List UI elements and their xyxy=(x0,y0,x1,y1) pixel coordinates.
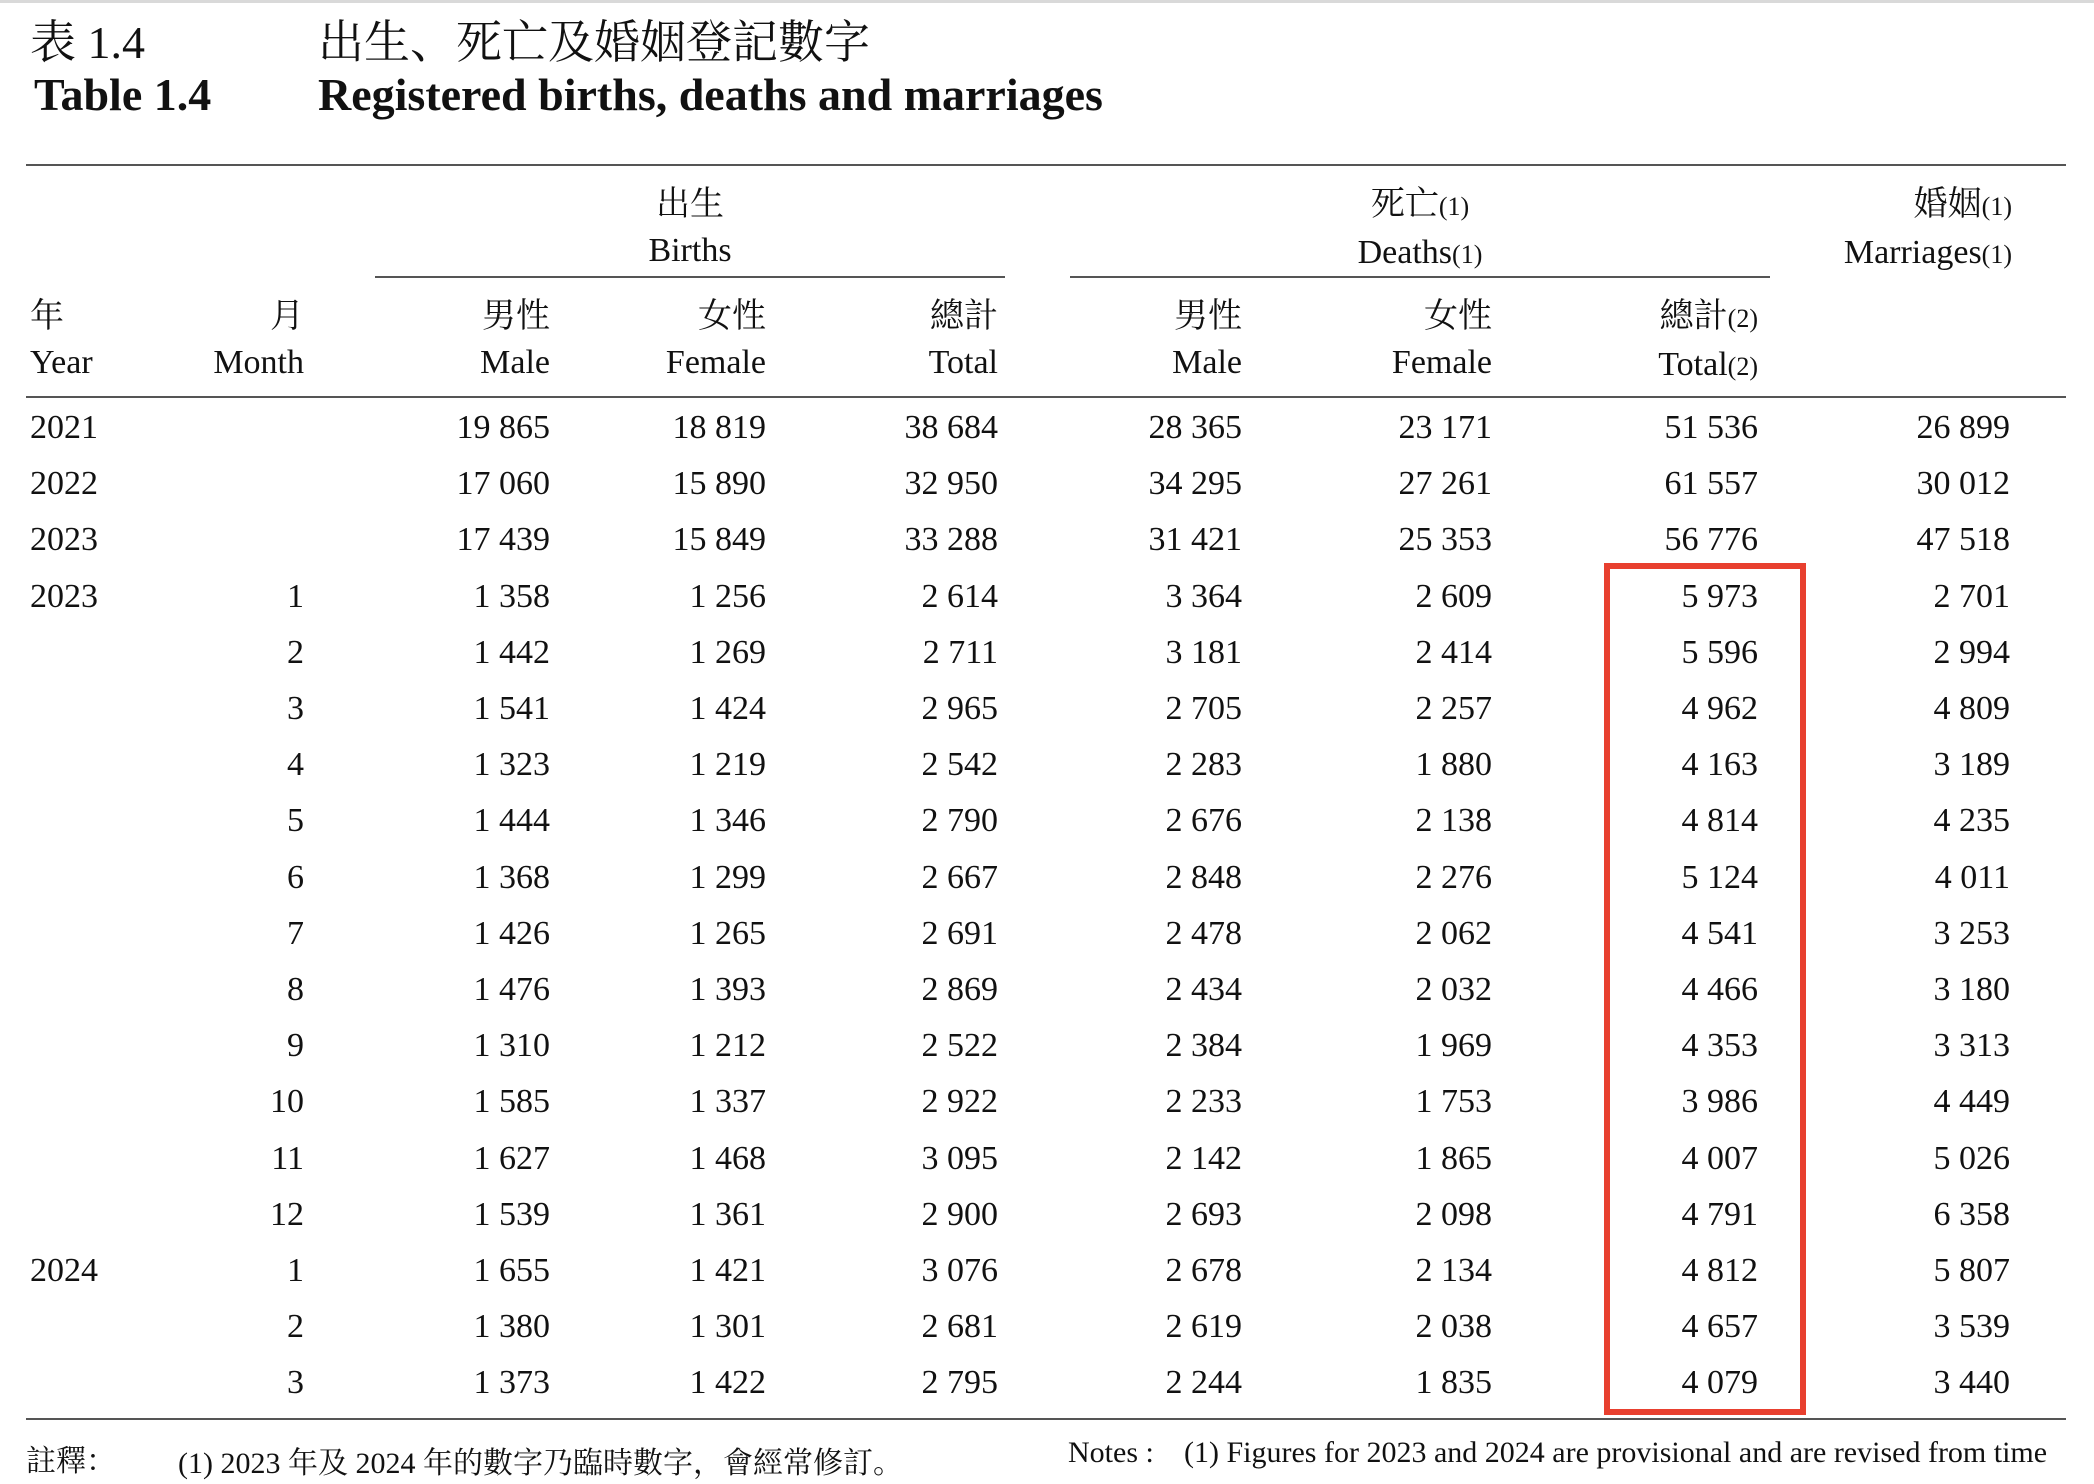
cell-births-male: 1 476 xyxy=(473,971,550,1008)
cell-marriages: 5 026 xyxy=(1933,1139,2010,1177)
cell-marriages: 6 358 xyxy=(1933,1195,2010,1233)
cell-marriages: 2 994 xyxy=(1933,633,2010,671)
cell-births-male: 1 585 xyxy=(473,1083,550,1121)
header-bottom-rule xyxy=(26,396,2066,398)
cell-births-male: 1 373 xyxy=(473,1364,550,1402)
cell-deaths-total: 4 962 xyxy=(1681,690,1758,727)
cell-deaths-male: 2 705 xyxy=(1165,690,1242,727)
cell-deaths-female: 1 880 xyxy=(1415,746,1492,784)
marriages-zh-note: (1) xyxy=(1981,192,2012,221)
cell-births-male: 1 358 xyxy=(473,577,550,615)
cell-marriages: 3 253 xyxy=(1933,914,2010,952)
cell-deaths-male: 2 478 xyxy=(1165,914,1242,952)
cell-deaths-male: 2 678 xyxy=(1165,1252,1242,1289)
cell-births-female: 1 299 xyxy=(689,858,766,896)
cell-births-female: 1 269 xyxy=(689,633,766,671)
cell-births-female: 15 890 xyxy=(672,465,766,503)
cell-month: 7 xyxy=(287,914,304,952)
deaths-underline xyxy=(1070,276,1770,278)
cell-marriages: 3 189 xyxy=(1933,746,2010,784)
cell-deaths-male: 2 233 xyxy=(1165,1083,1242,1121)
notes-en-label: Notes : xyxy=(1068,1436,1154,1469)
cell-deaths-female: 1 865 xyxy=(1415,1139,1492,1177)
cell-deaths-total: 5 596 xyxy=(1681,633,1758,671)
cell-births-male: 1 323 xyxy=(473,746,550,784)
title-zh-text: 出生、死亡及婚姻登記數字 xyxy=(318,17,870,68)
col-births-total-zh: 總計 xyxy=(930,298,998,335)
col-births-total-header xyxy=(800,294,998,386)
col-deaths-total-zh-note: (2) xyxy=(1727,304,1758,333)
col-deaths-male-zh: 男性 xyxy=(1174,298,1242,335)
cell-marriages: 47 518 xyxy=(1916,521,2010,559)
col-month-en: Month xyxy=(213,344,304,381)
cell-births-female: 1 219 xyxy=(689,746,766,784)
cell-marriages: 26 899 xyxy=(1916,409,2010,446)
col-births-male-header xyxy=(380,294,550,386)
cell-births-female: 1 256 xyxy=(689,577,766,615)
col-deaths-female-zh: 女性 xyxy=(1424,298,1492,335)
cell-marriages: 5 807 xyxy=(1933,1252,2010,1289)
cell-deaths-female: 1 753 xyxy=(1415,1083,1492,1121)
cell-births-total: 2 542 xyxy=(921,746,998,784)
cell-births-total: 2 900 xyxy=(921,1195,998,1233)
cell-births-female: 1 468 xyxy=(689,1139,766,1177)
cell-month: 12 xyxy=(270,1195,304,1233)
cell-deaths-total: 4 657 xyxy=(1681,1308,1758,1346)
deaths-en: Deaths xyxy=(1357,234,1453,271)
cell-marriages: 4 235 xyxy=(1933,802,2010,840)
cell-deaths-female: 2 062 xyxy=(1415,914,1492,952)
cell-births-male: 1 541 xyxy=(473,690,550,727)
cell-births-female: 1 424 xyxy=(689,690,766,727)
deaths-zh-note: (1) xyxy=(1438,192,1470,221)
cell-births-male: 1 444 xyxy=(473,802,550,840)
top-edge-shade xyxy=(0,0,2094,3)
cell-births-male: 1 655 xyxy=(473,1252,550,1289)
cell-year: 2022 xyxy=(30,465,98,503)
col-deaths-female-header xyxy=(1290,294,1492,386)
cell-deaths-female: 23 171 xyxy=(1398,409,1492,446)
cell-births-total: 33 288 xyxy=(904,521,998,559)
col-births-female-header xyxy=(580,294,766,386)
cell-births-total: 3 076 xyxy=(921,1252,998,1289)
cell-births-total: 2 614 xyxy=(921,577,998,615)
cell-deaths-male: 2 619 xyxy=(1165,1308,1242,1346)
cell-deaths-total: 5 124 xyxy=(1681,858,1758,896)
cell-births-female: 15 849 xyxy=(672,521,766,559)
cell-births-male: 1 380 xyxy=(473,1308,550,1346)
cell-month: 1 xyxy=(287,1252,304,1289)
cell-month: 9 xyxy=(287,1027,304,1065)
cell-marriages: 3 539 xyxy=(1933,1308,2010,1346)
births-en: Births xyxy=(648,232,732,269)
cell-deaths-female: 2 098 xyxy=(1415,1195,1492,1233)
cell-births-male: 17 060 xyxy=(456,465,550,503)
col-deaths-total-en: Total xyxy=(1658,346,1728,383)
col-deaths-male-en: Male xyxy=(1172,344,1242,381)
col-deaths-total-zh: 總計 xyxy=(1659,298,1728,335)
cell-deaths-total: 3 986 xyxy=(1681,1083,1758,1121)
table-bottom-rule xyxy=(26,1418,2066,1420)
cell-deaths-female: 2 257 xyxy=(1415,690,1492,727)
cell-births-total: 2 795 xyxy=(921,1364,998,1402)
col-year-zh: 年 xyxy=(30,298,64,335)
births-underline xyxy=(375,276,1005,278)
cell-births-female: 1 265 xyxy=(689,914,766,952)
births-zh: 出生 xyxy=(656,186,724,223)
col-year-header xyxy=(30,294,93,386)
col-births-total-en: Total xyxy=(928,344,998,381)
cell-births-male: 17 439 xyxy=(456,521,550,559)
cell-month: 6 xyxy=(287,858,304,896)
cell-month: 3 xyxy=(287,690,304,727)
cell-births-female: 1 337 xyxy=(689,1083,766,1121)
cell-month: 11 xyxy=(271,1139,304,1177)
cell-marriages: 2 701 xyxy=(1933,577,2010,615)
cell-births-female: 1 212 xyxy=(689,1027,766,1065)
deaths-en-note: (1) xyxy=(1452,240,1483,269)
cell-deaths-female: 27 261 xyxy=(1398,465,1492,503)
cell-deaths-male: 2 676 xyxy=(1165,802,1242,840)
cell-deaths-female: 2 609 xyxy=(1415,577,1492,615)
cell-births-male: 1 442 xyxy=(473,633,550,671)
marriages-group-header xyxy=(1760,182,2012,278)
cell-births-total: 38 684 xyxy=(904,409,998,446)
cell-births-female: 1 421 xyxy=(689,1252,766,1289)
col-deaths-female-en: Female xyxy=(1391,344,1492,381)
col-deaths-total-en-note: (2) xyxy=(1727,352,1758,381)
marriages-en: Marriages xyxy=(1843,234,1982,271)
cell-month: 10 xyxy=(270,1083,304,1121)
cell-births-total: 2 869 xyxy=(921,971,998,1008)
cell-births-male: 1 539 xyxy=(473,1195,550,1233)
cell-month: 2 xyxy=(287,633,304,671)
cell-births-female: 18 819 xyxy=(672,409,766,446)
deaths-group-header xyxy=(1070,182,1770,278)
cell-deaths-female: 2 138 xyxy=(1415,802,1492,840)
cell-month: 5 xyxy=(287,802,304,840)
cell-births-total: 2 691 xyxy=(921,914,998,952)
cell-deaths-female: 25 353 xyxy=(1398,521,1492,559)
notes-zh-label: 註釋： xyxy=(26,1445,116,1478)
cell-deaths-total: 56 776 xyxy=(1664,521,1758,559)
cell-births-total: 2 922 xyxy=(921,1083,998,1121)
cell-deaths-male: 34 295 xyxy=(1148,465,1242,503)
cell-marriages: 4 809 xyxy=(1933,690,2010,727)
cell-deaths-female: 2 414 xyxy=(1415,633,1492,671)
notes-en-text: (1) Figures for 2023 and 2024 are provisional and are revised from time xyxy=(1184,1436,2048,1469)
cell-deaths-male: 2 848 xyxy=(1165,858,1242,896)
cell-deaths-male: 2 384 xyxy=(1165,1027,1242,1065)
cell-births-male: 1 627 xyxy=(473,1139,550,1177)
cell-deaths-female: 2 276 xyxy=(1415,858,1492,896)
cell-births-total: 2 681 xyxy=(921,1308,998,1346)
cell-births-female: 1 346 xyxy=(689,802,766,840)
cell-births-total: 2 711 xyxy=(922,633,998,671)
cell-deaths-male: 2 693 xyxy=(1165,1195,1242,1233)
title-en-text: Registered births, deaths and marriages xyxy=(318,69,1103,120)
cell-deaths-male: 3 181 xyxy=(1165,633,1242,671)
cell-deaths-total: 61 557 xyxy=(1664,465,1758,503)
deaths-zh: 死亡 xyxy=(1370,186,1439,223)
cell-marriages: 3 313 xyxy=(1933,1027,2010,1065)
cell-marriages: 3 440 xyxy=(1933,1364,2010,1402)
cell-deaths-total: 4 079 xyxy=(1681,1364,1758,1402)
title-zh-label: 表 1.4 xyxy=(30,17,145,68)
cell-year: 2023 xyxy=(30,577,98,615)
col-births-male-en: Male xyxy=(480,344,550,381)
notes-zh-text: (1) 2023 年及 2024 年的數字乃臨時數字，會經常修訂。 xyxy=(178,1447,903,1480)
cell-deaths-total: 51 536 xyxy=(1664,409,1758,446)
cell-births-total: 32 950 xyxy=(904,465,998,503)
cell-deaths-male: 2 283 xyxy=(1165,746,1242,784)
cell-marriages: 4 449 xyxy=(1933,1083,2010,1121)
cell-deaths-total: 5 973 xyxy=(1681,577,1758,615)
cell-deaths-female: 2 134 xyxy=(1415,1252,1492,1289)
cell-month: 4 xyxy=(287,746,304,784)
cell-deaths-male: 31 421 xyxy=(1148,521,1242,559)
cell-month: 2 xyxy=(287,1308,304,1346)
cell-deaths-total: 4 007 xyxy=(1681,1139,1758,1177)
cell-births-total: 2 522 xyxy=(921,1027,998,1065)
cell-deaths-total: 4 814 xyxy=(1681,802,1758,840)
col-year-en: Year xyxy=(30,344,93,381)
cell-deaths-male: 2 244 xyxy=(1165,1364,1242,1402)
col-deaths-male-header xyxy=(1080,294,1242,386)
marriages-zh: 婚姻 xyxy=(1913,186,1982,223)
cell-month: 3 xyxy=(287,1364,304,1402)
cell-deaths-female: 1 969 xyxy=(1415,1027,1492,1065)
cell-deaths-total: 4 466 xyxy=(1681,971,1758,1008)
col-births-female-en: Female xyxy=(665,344,766,381)
highlight-box xyxy=(1604,563,1806,1415)
cell-births-female: 1 422 xyxy=(689,1364,766,1402)
births-group-header xyxy=(375,182,1005,274)
cell-deaths-female: 1 835 xyxy=(1415,1364,1492,1402)
cell-births-male: 1 368 xyxy=(473,858,550,896)
cell-births-male: 1 310 xyxy=(473,1027,550,1065)
col-births-male-zh: 男性 xyxy=(482,298,550,335)
cell-month: 1 xyxy=(287,577,304,615)
cell-deaths-male: 2 434 xyxy=(1165,971,1242,1008)
cell-month: 8 xyxy=(287,971,304,1008)
cell-deaths-total: 4 163 xyxy=(1681,746,1758,784)
cell-deaths-female: 2 038 xyxy=(1415,1308,1492,1346)
title-en-label: Table 1.4 xyxy=(34,69,212,120)
col-month-zh: 月 xyxy=(270,298,304,335)
cell-year: 2024 xyxy=(30,1252,98,1289)
cell-deaths-female: 2 032 xyxy=(1415,971,1492,1008)
cell-year: 2021 xyxy=(30,409,98,446)
cell-births-total: 2 965 xyxy=(921,690,998,727)
cell-births-female: 1 393 xyxy=(689,971,766,1008)
cell-deaths-total: 4 541 xyxy=(1681,914,1758,952)
cell-marriages: 30 012 xyxy=(1916,465,2010,503)
marriages-en-note: (1) xyxy=(1981,240,2012,269)
cell-births-female: 1 301 xyxy=(689,1308,766,1346)
cell-deaths-male: 28 365 xyxy=(1148,409,1242,446)
cell-deaths-male: 2 142 xyxy=(1165,1139,1242,1177)
table-top-rule xyxy=(26,164,2066,166)
cell-births-total: 2 667 xyxy=(921,858,998,896)
cell-deaths-total: 4 812 xyxy=(1681,1252,1758,1289)
cell-marriages: 3 180 xyxy=(1933,971,2010,1008)
cell-deaths-total: 4 353 xyxy=(1681,1027,1758,1065)
cell-births-female: 1 361 xyxy=(689,1195,766,1233)
cell-marriages: 4 011 xyxy=(1934,858,2010,896)
cell-deaths-total: 4 791 xyxy=(1681,1195,1758,1233)
col-births-female-zh: 女性 xyxy=(698,298,766,335)
cell-births-male: 1 426 xyxy=(473,914,550,952)
col-month-header xyxy=(160,294,304,386)
cell-births-total: 3 095 xyxy=(921,1139,998,1177)
cell-births-male: 19 865 xyxy=(456,409,550,446)
cell-deaths-male: 3 364 xyxy=(1165,577,1242,615)
cell-year: 2023 xyxy=(30,521,98,559)
cell-births-total: 2 790 xyxy=(921,802,998,840)
col-deaths-total-header xyxy=(1560,294,1758,390)
